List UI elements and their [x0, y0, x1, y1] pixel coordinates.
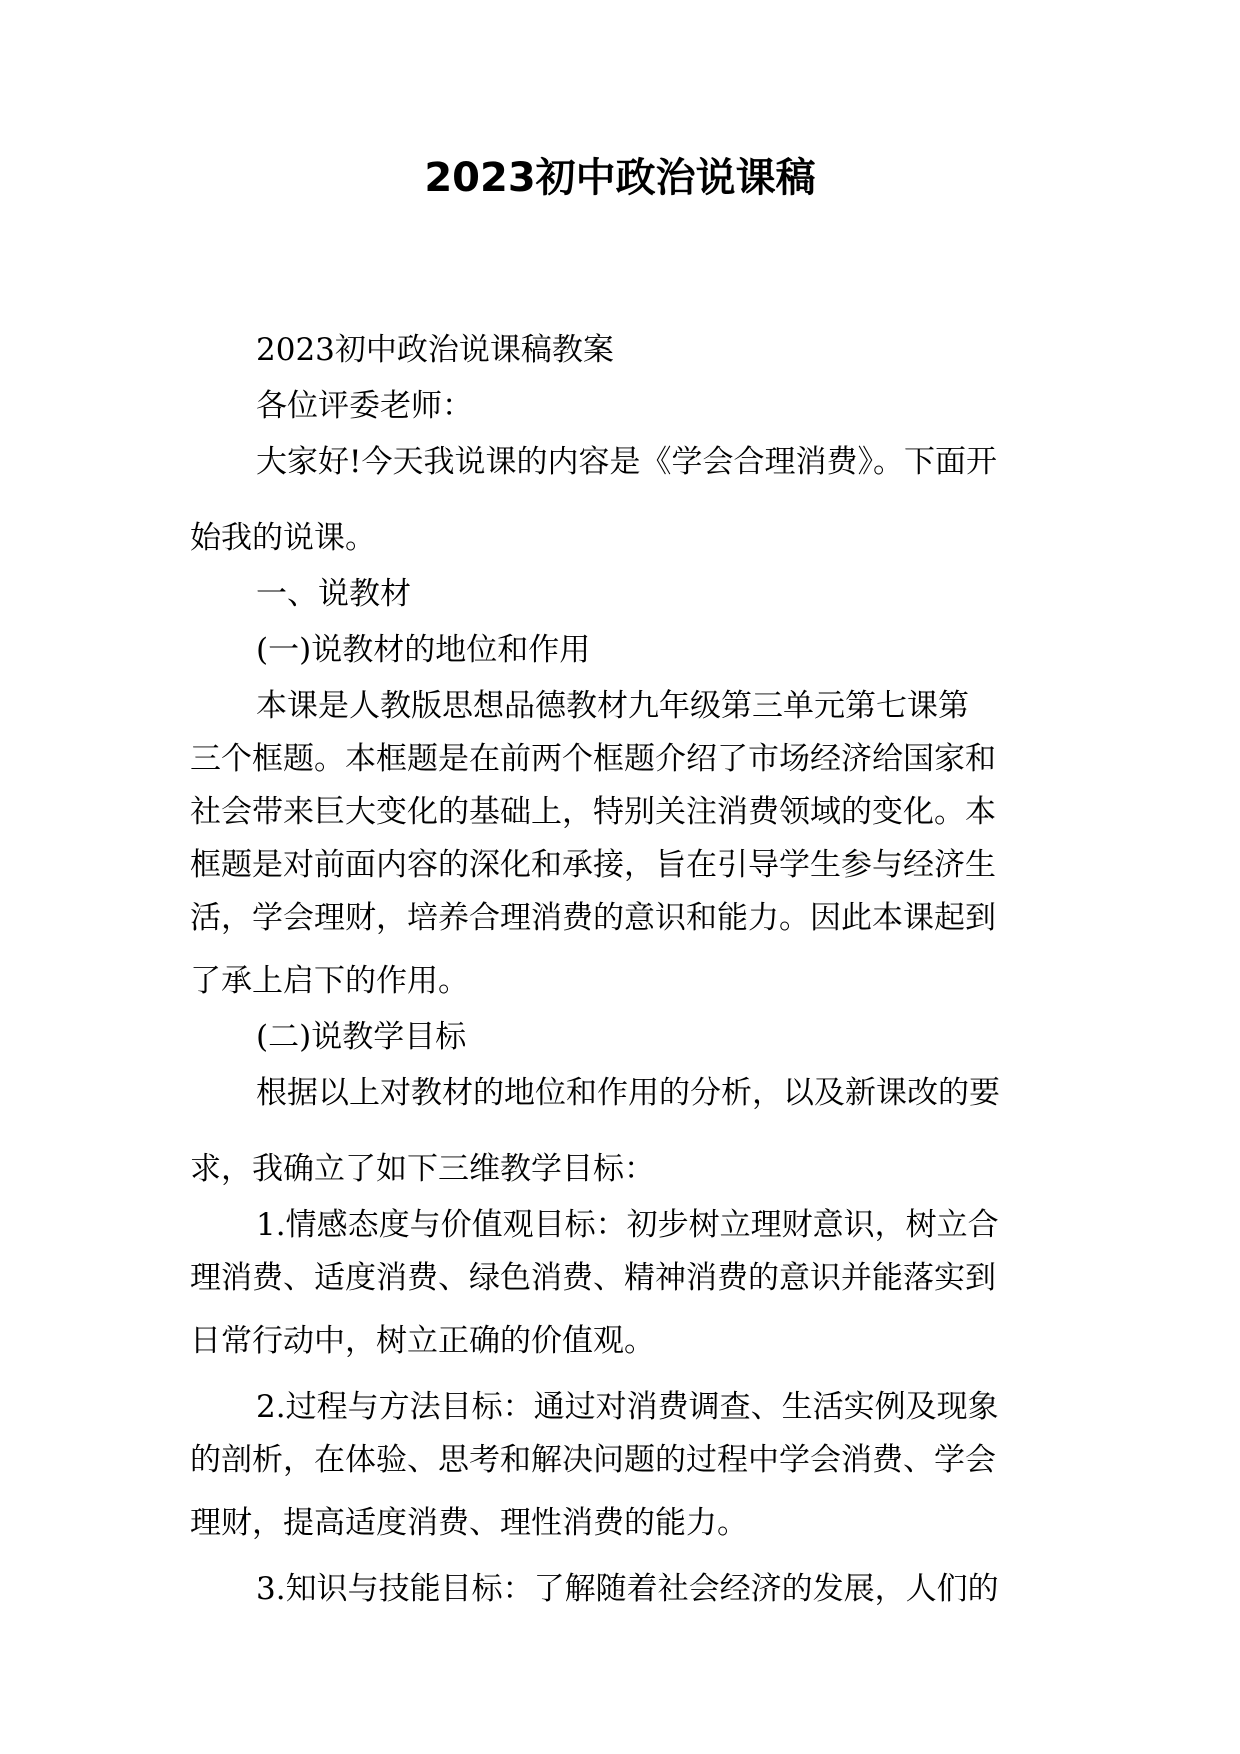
paragraph-line: 的剖析，在体验、思考和解决问题的过程中学会消费、学会 — [190, 1442, 996, 1478]
paragraph-line: 理消费、适度消费、绿色消费、精神消费的意识并能落实到 — [190, 1260, 996, 1296]
paragraph-line: 各位评委老师： — [256, 388, 473, 424]
paragraph-line: 三个框题。本框题是在前两个框题介绍了市场经济给国家和 — [190, 741, 996, 777]
paragraph-line: 本课是人教版思想品德教材九年级第三单元第七课第 — [256, 688, 969, 724]
paragraph-line: 大家好!今天我说课的内容是《学会合理消费》。下面开 — [256, 444, 997, 480]
paragraph-line: 根据以上对教材的地位和作用的分析，以及新课改的要 — [256, 1075, 1000, 1111]
paragraph-line: 框题是对前面内容的深化和承接，旨在引导学生参与经济生 — [190, 847, 996, 883]
paragraph-line: (二)说教学目标 — [256, 1019, 467, 1055]
paragraph-line: 理财，提高适度消费、理性消费的能力。 — [190, 1505, 748, 1541]
paragraph-line: 始我的说课。 — [190, 520, 376, 556]
paragraph-line: 3.知识与技能目标：了解随着社会经济的发展，人们的 — [256, 1571, 999, 1607]
paragraph-line: 了承上启下的作用。 — [190, 963, 469, 999]
paragraph-line: 一、说教材 — [256, 576, 411, 612]
paragraph-line: 2.过程与方法目标：通过对消费调查、生活实例及现象 — [256, 1389, 999, 1425]
paragraph-line: 社会带来巨大变化的基础上，特别关注消费领域的变化。本 — [190, 794, 996, 830]
document-title: 2023初中政治说课稿 — [424, 155, 816, 201]
paragraph-line: 1.情感态度与价值观目标：初步树立理财意识，树立合 — [256, 1207, 999, 1243]
paragraph-line: 2023初中政治说课稿教案 — [256, 332, 614, 368]
paragraph-line: 活，学会理财，培养合理消费的意识和能力。因此本课起到 — [190, 900, 996, 936]
paragraph-line: 日常行动中，树立正确的价值观。 — [190, 1323, 655, 1359]
paragraph-line: (一)说教材的地位和作用 — [256, 632, 591, 668]
paragraph-line: 求，我确立了如下三维教学目标： — [190, 1151, 655, 1187]
